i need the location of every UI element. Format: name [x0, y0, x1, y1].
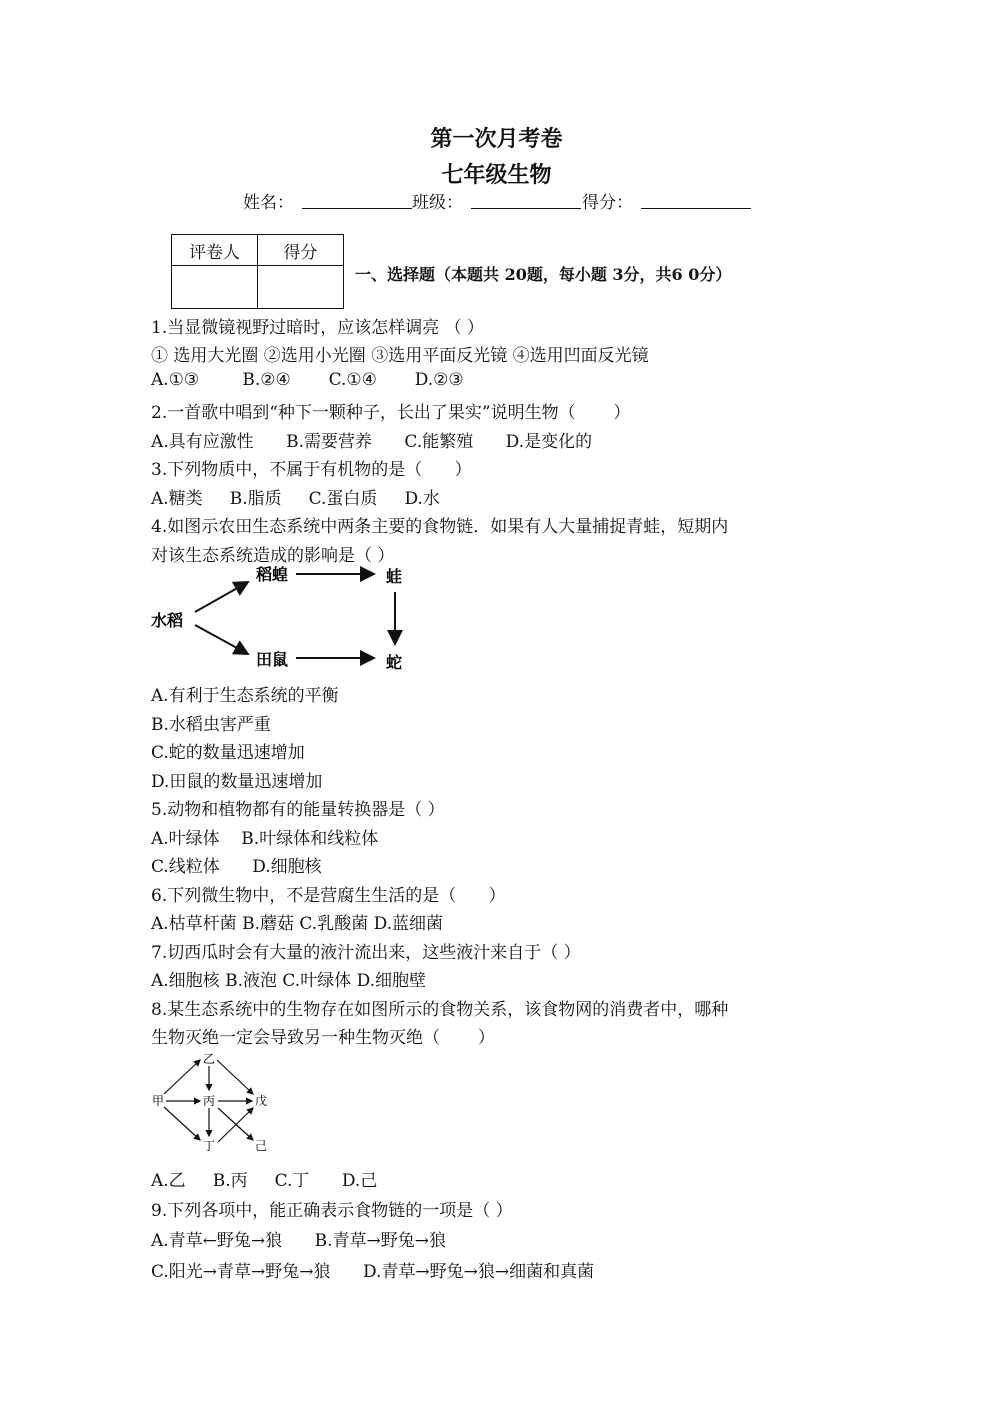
node-mouse: 田鼠	[256, 650, 289, 669]
question-9: 9.下列各项中，能正确表示食物链的一项是（ ）	[151, 1201, 513, 1221]
question-2-choices: A.具有应激性 B.需要营养 C.能繁殖 D.是变化的	[151, 432, 593, 452]
class-field[interactable]	[471, 208, 581, 209]
web-node-wu: 戊	[255, 1094, 268, 1108]
web-arrow-jia-yi	[164, 1060, 200, 1094]
web-arrow-yi-wu	[217, 1060, 253, 1094]
question-6: 6.下列微生物中，不是营腐生生活的是（ ）	[151, 886, 506, 906]
node-snake: 蛇	[386, 653, 403, 672]
web-arrow-jia-ding	[164, 1107, 200, 1140]
question-3-choices: A.糖类 B.脂质 C.蛋白质 D.水	[151, 489, 440, 509]
web-node-ding: 丁	[203, 1139, 216, 1153]
grader-header: 评卷人	[172, 235, 258, 266]
question-8-choices: A.乙 B.丙 C.丁 D.己	[151, 1171, 378, 1191]
question-1-options: ① 选用大光圈 ②选用小光圈 ③选用平面反光镜 ④选用凹面反光镜	[151, 346, 649, 366]
name-label: 姓名：	[243, 193, 294, 213]
page-title: 第一次月考卷	[430, 127, 563, 152]
web-node-ji: 己	[255, 1139, 268, 1153]
node-frog: 蛙	[386, 567, 403, 586]
score-field[interactable]	[641, 208, 751, 209]
grader-table	[171, 234, 344, 309]
question-2: 2.一首歌中唱到“种下一颗种子，长出了果实”说明生物（ ）	[151, 403, 631, 423]
question-8-line2: 生物灭绝一定会导致另一种生物灭绝（ ）	[151, 1028, 495, 1048]
page-subtitle: 七年级生物	[441, 163, 552, 188]
question-1: 1.当显微镜视野过暗时，应该怎样调亮 （ ）	[151, 318, 485, 338]
question-7-choices: A.细胞核 B.液泡 C.叶绿体 D.细胞壁	[151, 971, 427, 991]
arrow-rice-locust	[195, 582, 248, 612]
question-1-choices: A.①③ B.②④ C.①④ D.②③	[151, 370, 464, 390]
question-4-choice-c: C.蛇的数量迅速增加	[151, 743, 305, 763]
web-node-jia: 甲	[152, 1094, 165, 1108]
question-4-line2: 对该生态系统造成的影响是（ ）	[151, 546, 395, 566]
grader-score-header: 得分	[258, 235, 344, 266]
node-locust: 稻蝗	[256, 565, 289, 584]
class-label: 班级：	[412, 193, 463, 213]
section-title: 一、选择题（本题共 20题，每小题 3分，共6 0分）	[355, 265, 732, 284]
question-8-line1: 8.某生态系统中的生物存在如图所示的食物关系，该食物网的消费者中，哪种	[151, 1000, 729, 1020]
web-node-bing: 丙	[203, 1094, 216, 1108]
name-field[interactable]	[302, 208, 412, 209]
grader-score-cell[interactable]	[258, 266, 344, 309]
question-5: 5.动物和植物都有的能量转换器是（ ）	[151, 800, 445, 820]
web-node-yi: 乙	[203, 1052, 216, 1066]
question-5-choices-row2: C.线粒体 D.细胞核	[151, 857, 322, 877]
question-6-choices: A.枯草杆菌 B.蘑菇 C.乳酸菌 D.蓝细菌	[151, 914, 444, 934]
food-chain-diagram	[148, 562, 418, 676]
food-web-diagram	[150, 1050, 275, 1158]
node-rice: 水稻	[151, 611, 184, 630]
question-7: 7.切西瓜时会有大量的液汁流出来，这些液汁来自于（ ）	[151, 943, 581, 963]
question-4-choice-a: A.有利于生态系统的平衡	[151, 686, 339, 706]
question-5-choices-row1: A.叶绿体 B.叶绿体和线粒体	[151, 829, 379, 849]
score-label: 得分：	[582, 193, 633, 213]
question-9-choices-row2: C.阳光→青草→野兔→狼 D.青草→野兔→狼→细菌和真菌	[151, 1262, 595, 1282]
arrow-rice-mouse	[195, 625, 248, 654]
question-9-choices-row1: A.青草←野兔→狼 B.青草→野兔→狼	[151, 1231, 446, 1251]
question-4-choice-b: B.水稻虫害严重	[151, 715, 271, 735]
question-3: 3.下列物质中，不属于有机物的是（ ）	[151, 460, 472, 480]
question-4-choice-d: D.田鼠的数量迅速增加	[151, 772, 323, 792]
grader-cell[interactable]	[172, 266, 258, 309]
question-4-line1: 4.如图示农田生态系统中两条主要的食物链．如果有人大量捕捉青蛙，短期内	[151, 517, 729, 537]
